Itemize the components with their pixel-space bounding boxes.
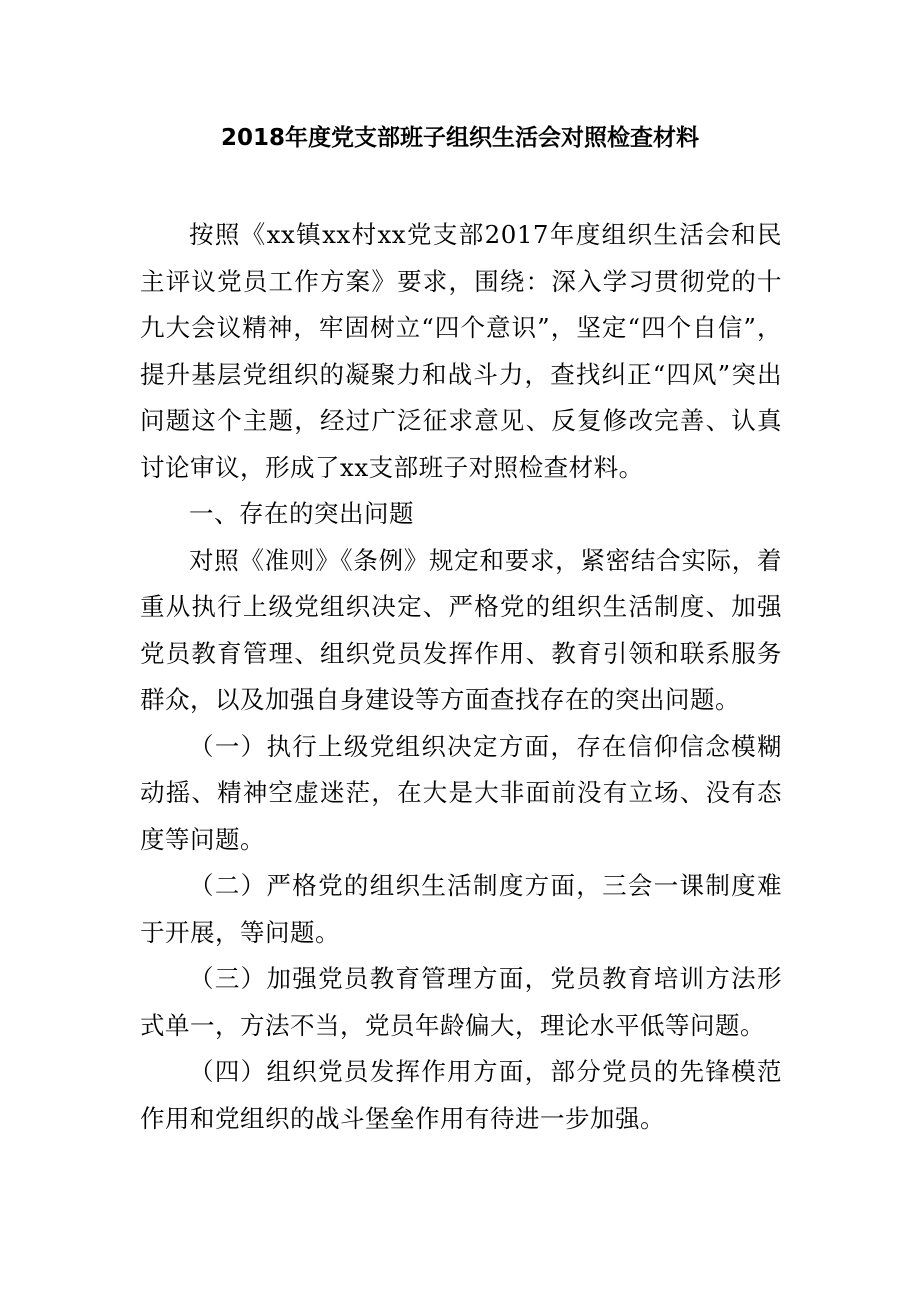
problem-item-2: （二）严格党的组织生活制度方面，三会一课制度难于开展，等问题。	[140, 871, 782, 947]
intro-paragraph: 按照《xx镇xx村xx党支部2017年度组织生活会和民主评议党员工作方案》要求，围绕：深入学习贯彻党的十九大会议精神，牢固树立“四个意识”，坚定“四个自信”，提升基层党组织的凝聚力和战斗力，查找纠正“四风”突出问题这个主题，经过广泛征求意见、反复修改完善、认真讨论审议，形成了xx支部班子对照检查材料。	[140, 220, 782, 482]
document-body	[140, 212, 782, 1142]
document-title: 2018年度党支部班子组织生活会对照检查材料	[220, 125, 699, 151]
section-heading: 一、存在的突出问题	[189, 499, 414, 528]
problem-item-4: （四）组织党员发挥作用方面，部分党员的先锋模范作用和党组织的战斗堡垒作用有待进一步加强。	[140, 1057, 782, 1133]
problem-item-3: （三）加强党员教育管理方面，党员教育培训方法形式单一，方法不当，党员年龄偏大，理论水平低等问题。	[140, 964, 782, 1040]
section-intro-paragraph: 对照《准则》《条例》规定和要求，紧密结合实际，着重从执行上级党组织决定、严格党的组织生活制度、加强党员教育管理、组织党员发挥作用、教育引领和联系服务群众，以及加强自身建设等方面查找存在的突出问题。	[140, 545, 782, 714]
problem-item-1: （一）执行上级党组织决定方面，存在信仰信念模糊动摇、精神空虚迷茫，在大是大非面前没有立场、没有态度等问题。	[140, 731, 782, 854]
